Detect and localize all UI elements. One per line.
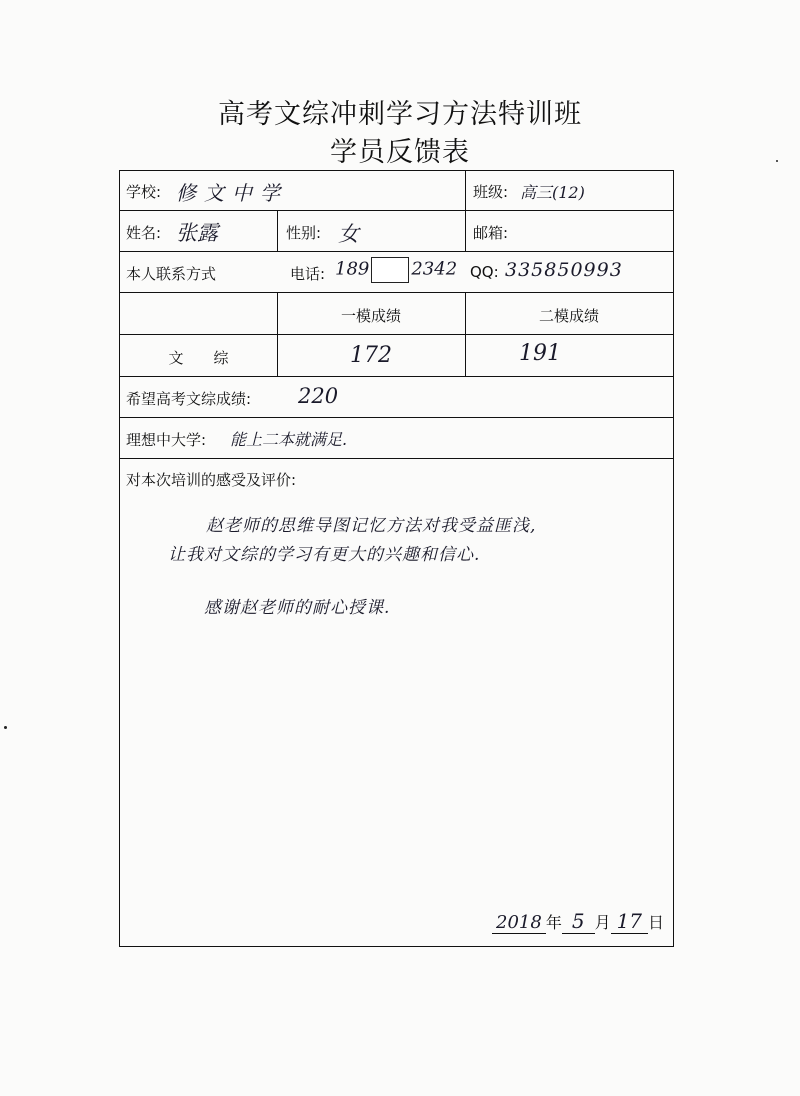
row-divider — [120, 458, 673, 459]
qq-value: 335850993 — [505, 259, 623, 281]
date-year-suffix: 年 — [545, 913, 562, 932]
feedback-line: 感谢赵老师的耐心授课. — [204, 598, 391, 618]
hope-score-value: 220 — [298, 384, 339, 408]
row-divider — [120, 292, 673, 293]
score-header-second: 二模成绩 — [538, 307, 599, 325]
signature-date — [492, 909, 664, 933]
feedback-line: 赵老师的思维导图记忆方法对我受益匪浅, — [206, 516, 537, 536]
form-title: 高考文综冲刺学习方法特训班 — [218, 99, 582, 130]
phone-prefix: 189 — [335, 258, 370, 280]
date-month: 5 — [562, 909, 595, 934]
gender-label: 性别: — [286, 224, 322, 242]
contact-label: 本人联系方式 — [126, 265, 217, 283]
feedback-form — [119, 170, 674, 947]
class-label: 班级: — [473, 183, 509, 201]
row-divider — [120, 417, 673, 418]
hope-score-label: 希望高考文综成绩: — [126, 390, 252, 408]
class-value: 高三(12) — [520, 183, 585, 202]
school-value: 修文中学 — [176, 181, 288, 205]
subject-label: 文 综 — [168, 349, 229, 367]
name-value: 张露 — [176, 221, 218, 245]
score-header-first: 一模成绩 — [340, 307, 401, 325]
row-divider — [120, 334, 673, 335]
date-day: 17 — [611, 909, 648, 934]
date-day-suffix: 日 — [648, 913, 665, 932]
scan-speck — [776, 160, 778, 162]
score-first-value: 172 — [350, 343, 392, 368]
phone-label: 电话: — [290, 265, 326, 283]
row-divider — [120, 210, 673, 211]
score-second-value: 191 — [519, 341, 561, 366]
name-label: 姓名: — [126, 224, 162, 242]
form-subtitle: 学员反馈表 — [330, 137, 470, 168]
qq-label: QQ: — [470, 263, 499, 281]
row-divider — [120, 251, 673, 252]
date-month-suffix: 月 — [594, 913, 611, 932]
phone-value — [335, 257, 457, 283]
ideal-university-value: 能上二本就满足. — [230, 430, 348, 449]
school-label: 学校: — [126, 183, 162, 201]
date-year: 2018 — [492, 912, 546, 934]
col-divider — [277, 210, 278, 251]
col-divider — [465, 171, 466, 251]
gender-value: 女 — [338, 222, 359, 246]
feedback-label: 对本次培训的感受及评价: — [126, 471, 297, 489]
scan-speck — [4, 726, 7, 729]
ideal-university-label: 理想中大学: — [126, 431, 207, 449]
feedback-line: 让我对文综的学习有更大的兴趣和信心. — [168, 545, 481, 565]
phone-suffix: 2342 — [411, 258, 458, 280]
email-label: 邮箱: — [473, 224, 509, 242]
redaction-box — [371, 257, 409, 283]
row-divider — [120, 376, 673, 377]
